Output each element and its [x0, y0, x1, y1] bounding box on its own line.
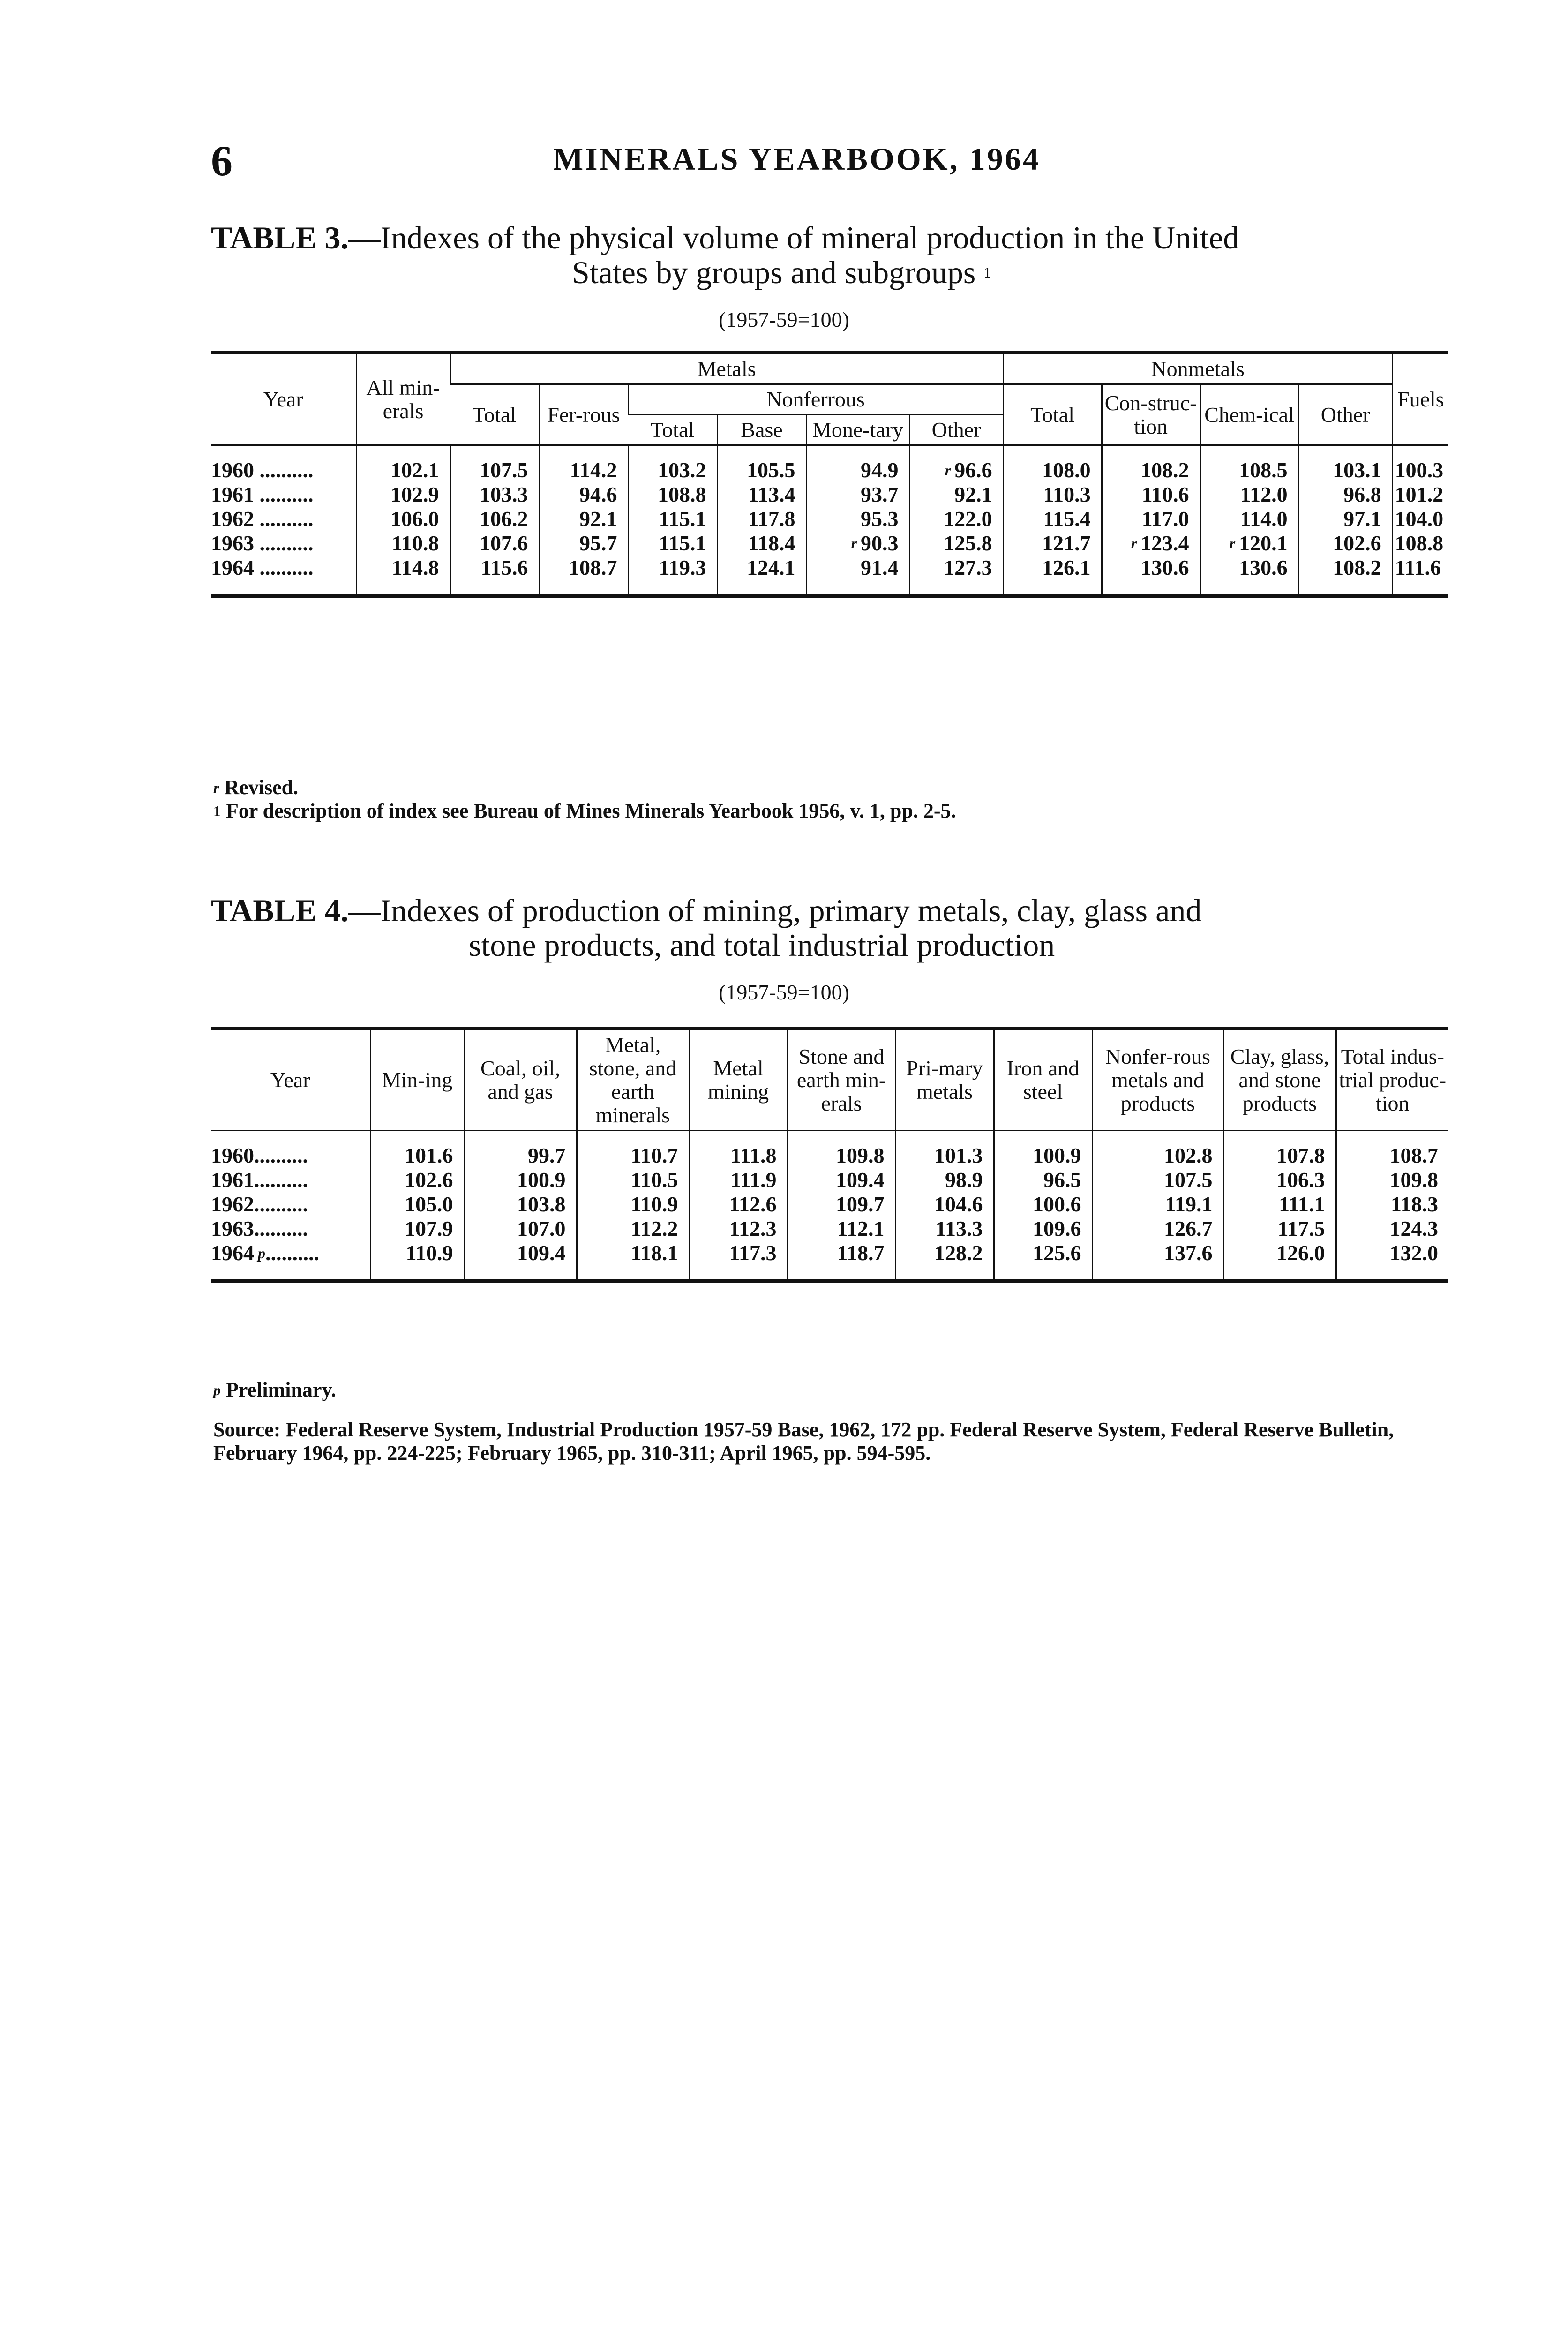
value-cell: 126.0 — [1223, 1241, 1336, 1281]
value-cell: 102.6 — [370, 1168, 464, 1192]
value-cell: 108.5 — [1200, 458, 1298, 482]
value-cell: 111.6 — [1392, 556, 1448, 596]
value-cell: 110.9 — [577, 1192, 689, 1217]
table-row — [211, 1143, 1448, 1168]
value-cell: 106.0 — [356, 507, 450, 531]
table-row — [211, 458, 1448, 482]
value-cell: 109.7 — [788, 1192, 895, 1217]
year-cell: 1961 .......... — [211, 482, 314, 506]
t4-col-metal-stone: Metal, stone, and earth minerals — [577, 1029, 689, 1131]
leader-dots: .......... — [259, 482, 314, 506]
value-cell: 122.0 — [909, 507, 1003, 531]
value-cell: 95.3 — [806, 507, 909, 531]
leader-dots: .......... — [259, 556, 314, 579]
value-cell: 112.6 — [689, 1192, 788, 1217]
value-cell: 110.6 — [1102, 482, 1200, 507]
value-cell: 108.0 — [1003, 458, 1102, 482]
running-title: MINERALS YEARBOOK, 1964 — [553, 141, 1041, 177]
table3-title — [211, 220, 1448, 290]
value-cell: 106.2 — [450, 507, 539, 531]
value-cell: 103.3 — [450, 482, 539, 507]
value-cell: 109.4 — [464, 1241, 577, 1281]
t4-col-year: Year — [211, 1029, 370, 1131]
value-cell: 118.7 — [788, 1241, 895, 1281]
value-cell: 110.3 — [1003, 482, 1102, 507]
value-cell: 94.6 — [539, 482, 628, 507]
table3-base: (1957-59=100) — [719, 308, 849, 331]
table3-footnote-revised — [213, 776, 298, 799]
value-cell: 137.6 — [1092, 1241, 1223, 1281]
value-cell: 124.3 — [1336, 1217, 1448, 1241]
col-base: Base — [717, 415, 806, 445]
revised-mark: r — [1229, 535, 1239, 552]
value-cell: 92.1 — [909, 482, 1003, 507]
col-nonmetals-other: Other — [1298, 384, 1392, 445]
value-cell: 108.2 — [1298, 556, 1392, 596]
col-nonferrous: Nonferrous — [628, 384, 1003, 415]
value-cell: 109.4 — [788, 1168, 895, 1192]
value-cell: 132.0 — [1336, 1241, 1448, 1281]
value-cell: 92.1 — [539, 507, 628, 531]
value-cell: 108.7 — [1336, 1143, 1448, 1168]
revised-mark: r — [945, 462, 955, 479]
t4-col-iron-steel: Iron and steel — [994, 1029, 1092, 1131]
value-cell: 109.8 — [1336, 1168, 1448, 1192]
value-cell: 110.9 — [370, 1241, 464, 1281]
value-cell: 121.7 — [1003, 531, 1102, 556]
value-cell: 118.1 — [577, 1241, 689, 1281]
t4-col-clay-glass: Clay, glass, and stone products — [1223, 1029, 1336, 1131]
value-cell: 113.4 — [717, 482, 806, 507]
col-metals-total: Total — [450, 384, 539, 445]
value-cell: 125.6 — [994, 1241, 1092, 1281]
table-row — [211, 1168, 1448, 1192]
t4-col-mining: Min-ing — [370, 1029, 464, 1131]
col-nonmetals: Nonmetals — [1003, 353, 1392, 384]
value-cell: 108.2 — [1102, 458, 1200, 482]
value-cell: 130.6 — [1200, 556, 1298, 596]
value-cell: 101.2 — [1392, 482, 1448, 507]
table4-title — [211, 893, 1448, 962]
value-cell: 111.1 — [1223, 1192, 1336, 1217]
leader-dots: .......... — [265, 1241, 319, 1265]
t4-col-total-industrial: Total indus-trial produc-tion — [1336, 1029, 1448, 1131]
table3-footnote-1 — [213, 799, 956, 823]
value-cell: 130.6 — [1102, 556, 1200, 596]
value-cell: $^r$ 120.1 — [1200, 531, 1298, 556]
page-number: 6 — [211, 137, 233, 185]
preliminary-mark: p — [254, 1245, 265, 1262]
col-year: Year — [211, 353, 356, 445]
value-cell: 102.6 — [1298, 531, 1392, 556]
revised-mark: r — [851, 535, 861, 552]
col-metals: Metals — [450, 353, 1003, 384]
value-cell: 111.9 — [689, 1168, 788, 1192]
value-cell: 112.2 — [577, 1217, 689, 1241]
value-cell: 108.8 — [1392, 531, 1448, 556]
table4-label: TABLE 4. — [211, 893, 349, 928]
value-cell: 111.8 — [689, 1143, 788, 1168]
value-cell: 107.6 — [450, 531, 539, 556]
t4-col-primary-metals: Pri-mary metals — [895, 1029, 994, 1131]
value-cell: 119.1 — [1092, 1192, 1223, 1217]
value-cell: 117.5 — [1223, 1217, 1336, 1241]
t4-col-coal-oil-gas: Coal, oil, and gas — [464, 1029, 577, 1131]
value-cell: 96.5 — [994, 1168, 1092, 1192]
value-cell: 100.3 — [1392, 458, 1448, 482]
leader-dots: .......... — [254, 1143, 308, 1167]
year-cell: 1963.......... — [211, 1217, 308, 1240]
col-ferrous: Fer-rous — [539, 384, 628, 445]
footnote-1-text: For description of index see Bureau of Mines Minerals Yearbook 1956, v. 1, pp. 2-5. — [226, 799, 956, 822]
value-cell: 126.1 — [1003, 556, 1102, 596]
value-cell: 104.0 — [1392, 507, 1448, 531]
year-cell: 1961.......... — [211, 1168, 308, 1192]
table3-title-footnote-mark: 1 — [983, 264, 991, 281]
table4 — [211, 1027, 1448, 1283]
value-cell: 113.3 — [895, 1217, 994, 1241]
value-cell: 100.9 — [464, 1168, 577, 1192]
value-cell: 128.2 — [895, 1241, 994, 1281]
value-cell: 99.7 — [464, 1143, 577, 1168]
value-cell: 109.6 — [994, 1217, 1092, 1241]
value-cell: 127.3 — [909, 556, 1003, 596]
value-cell: 114.2 — [539, 458, 628, 482]
value-cell: 109.8 — [788, 1143, 895, 1168]
t4-col-nonferrous: Nonfer-rous metals and products — [1092, 1029, 1223, 1131]
value-cell: 100.9 — [994, 1143, 1092, 1168]
table4-footnote-preliminary — [213, 1378, 336, 1402]
value-cell: 103.2 — [628, 458, 717, 482]
t4-col-metal-mining: Metal mining — [689, 1029, 788, 1131]
table-row — [211, 556, 1448, 596]
value-cell: 105.5 — [717, 458, 806, 482]
leader-dots: .......... — [254, 1217, 308, 1240]
value-cell: $^r$ 123.4 — [1102, 531, 1200, 556]
value-cell: 110.8 — [356, 531, 450, 556]
preliminary-mark: p — [213, 1382, 221, 1398]
value-cell: 118.4 — [717, 531, 806, 556]
value-cell: 117.0 — [1102, 507, 1200, 531]
leader-dots: .......... — [259, 507, 314, 531]
col-monetary: Mone-tary — [806, 415, 909, 445]
value-cell: 94.9 — [806, 458, 909, 482]
value-cell: 110.5 — [577, 1168, 689, 1192]
value-cell: 115.6 — [450, 556, 539, 596]
leader-dots: .......... — [259, 531, 314, 555]
col-fuels: Fuels — [1392, 353, 1448, 445]
table4-source: Source: Federal Reserve System, Industrial Production 1957-59 Base, 1962, 172 pp. Federal Reserve System, Federal Reserve Bulletin, February 1964, pp. 224-225; February 1965, pp. 310-311; April 1965, pp. 594-595. — [213, 1418, 1394, 1465]
value-cell: 124.1 — [717, 556, 806, 596]
value-cell: 117.8 — [717, 507, 806, 531]
year-cell: 1964 .......... — [211, 556, 314, 579]
table4-title-line1: —Indexes of production of mining, primary metals, clay, glass and — [348, 893, 1202, 928]
value-cell: 103.1 — [1298, 458, 1392, 482]
col-nonferrous-total: Total — [628, 415, 717, 445]
table-row — [211, 1241, 1448, 1281]
value-cell: 117.3 — [689, 1241, 788, 1281]
table-row — [211, 531, 1448, 556]
table-row — [211, 1217, 1448, 1241]
revised-text: Revised. — [224, 776, 299, 799]
value-cell: 91.4 — [806, 556, 909, 596]
leader-dots: .......... — [254, 1168, 308, 1192]
table-row — [211, 482, 1448, 507]
table-row — [211, 1192, 1448, 1217]
value-cell: 114.8 — [356, 556, 450, 596]
year-cell: 1960.......... — [211, 1143, 308, 1167]
value-cell: 107.0 — [464, 1217, 577, 1241]
value-cell: 101.6 — [370, 1143, 464, 1168]
value-cell: 108.8 — [628, 482, 717, 507]
table3-title-line1: —Indexes of the physical volume of mineral production in the United — [348, 220, 1239, 255]
table4-title-line2: stone products, and total industrial production — [469, 927, 1055, 963]
leader-dots: .......... — [259, 458, 314, 482]
value-cell: 114.0 — [1200, 507, 1298, 531]
table3-title-line2: States by groups and subgroups — [572, 255, 976, 290]
value-cell: 100.6 — [994, 1192, 1092, 1217]
value-cell: 107.8 — [1223, 1143, 1336, 1168]
year-cell: 1964 $^p$.......... — [211, 1241, 319, 1265]
value-cell: 93.7 — [806, 482, 909, 507]
value-cell: 101.3 — [895, 1143, 994, 1168]
table3 — [211, 351, 1448, 598]
year-cell: 1963 .......... — [211, 531, 314, 555]
col-chemical: Chem-ical — [1200, 384, 1298, 445]
value-cell: 115.1 — [628, 531, 717, 556]
col-nonmetals-total: Total — [1003, 384, 1102, 445]
col-all-minerals: All min-erals — [356, 353, 450, 445]
preliminary-text: Preliminary. — [226, 1378, 337, 1401]
value-cell: 115.1 — [628, 507, 717, 531]
value-cell: 96.8 — [1298, 482, 1392, 507]
value-cell: 97.1 — [1298, 507, 1392, 531]
year-cell: 1962 .......... — [211, 507, 314, 531]
value-cell: 119.3 — [628, 556, 717, 596]
value-cell: 107.5 — [450, 458, 539, 482]
t4-col-stone-earth: Stone and earth min-erals — [788, 1029, 895, 1131]
value-cell: 110.7 — [577, 1143, 689, 1168]
table-row — [211, 507, 1448, 531]
value-cell: 107.5 — [1092, 1168, 1223, 1192]
value-cell: 126.7 — [1092, 1217, 1223, 1241]
value-cell: 112.1 — [788, 1217, 895, 1241]
col-construction: Con-struc-tion — [1102, 384, 1200, 445]
revised-mark: r — [213, 779, 219, 796]
value-cell: 118.3 — [1336, 1192, 1448, 1217]
value-cell: 102.9 — [356, 482, 450, 507]
value-cell: 104.6 — [895, 1192, 994, 1217]
leader-dots: .......... — [254, 1192, 308, 1216]
value-cell: 103.8 — [464, 1192, 577, 1217]
value-cell: 107.9 — [370, 1217, 464, 1241]
value-cell: 112.0 — [1200, 482, 1298, 507]
table4-base: (1957-59=100) — [719, 980, 849, 1004]
col-other: Other — [909, 415, 1003, 445]
value-cell: 108.7 — [539, 556, 628, 596]
year-cell: 1962.......... — [211, 1192, 308, 1216]
table3-label: TABLE 3. — [211, 220, 349, 255]
value-cell: 125.8 — [909, 531, 1003, 556]
value-cell: 106.3 — [1223, 1168, 1336, 1192]
value-cell: 112.3 — [689, 1217, 788, 1241]
value-cell: $^r$ 90.3 — [806, 531, 909, 556]
value-cell: 102.1 — [356, 458, 450, 482]
revised-mark: r — [1131, 535, 1141, 552]
value-cell: 98.9 — [895, 1168, 994, 1192]
value-cell: 95.7 — [539, 531, 628, 556]
value-cell: 102.8 — [1092, 1143, 1223, 1168]
year-cell: 1960 .......... — [211, 458, 314, 482]
footnote-1-mark: 1 — [213, 803, 221, 819]
value-cell: 115.4 — [1003, 507, 1102, 531]
value-cell: 105.0 — [370, 1192, 464, 1217]
value-cell: $^r$ 96.6 — [909, 458, 1003, 482]
